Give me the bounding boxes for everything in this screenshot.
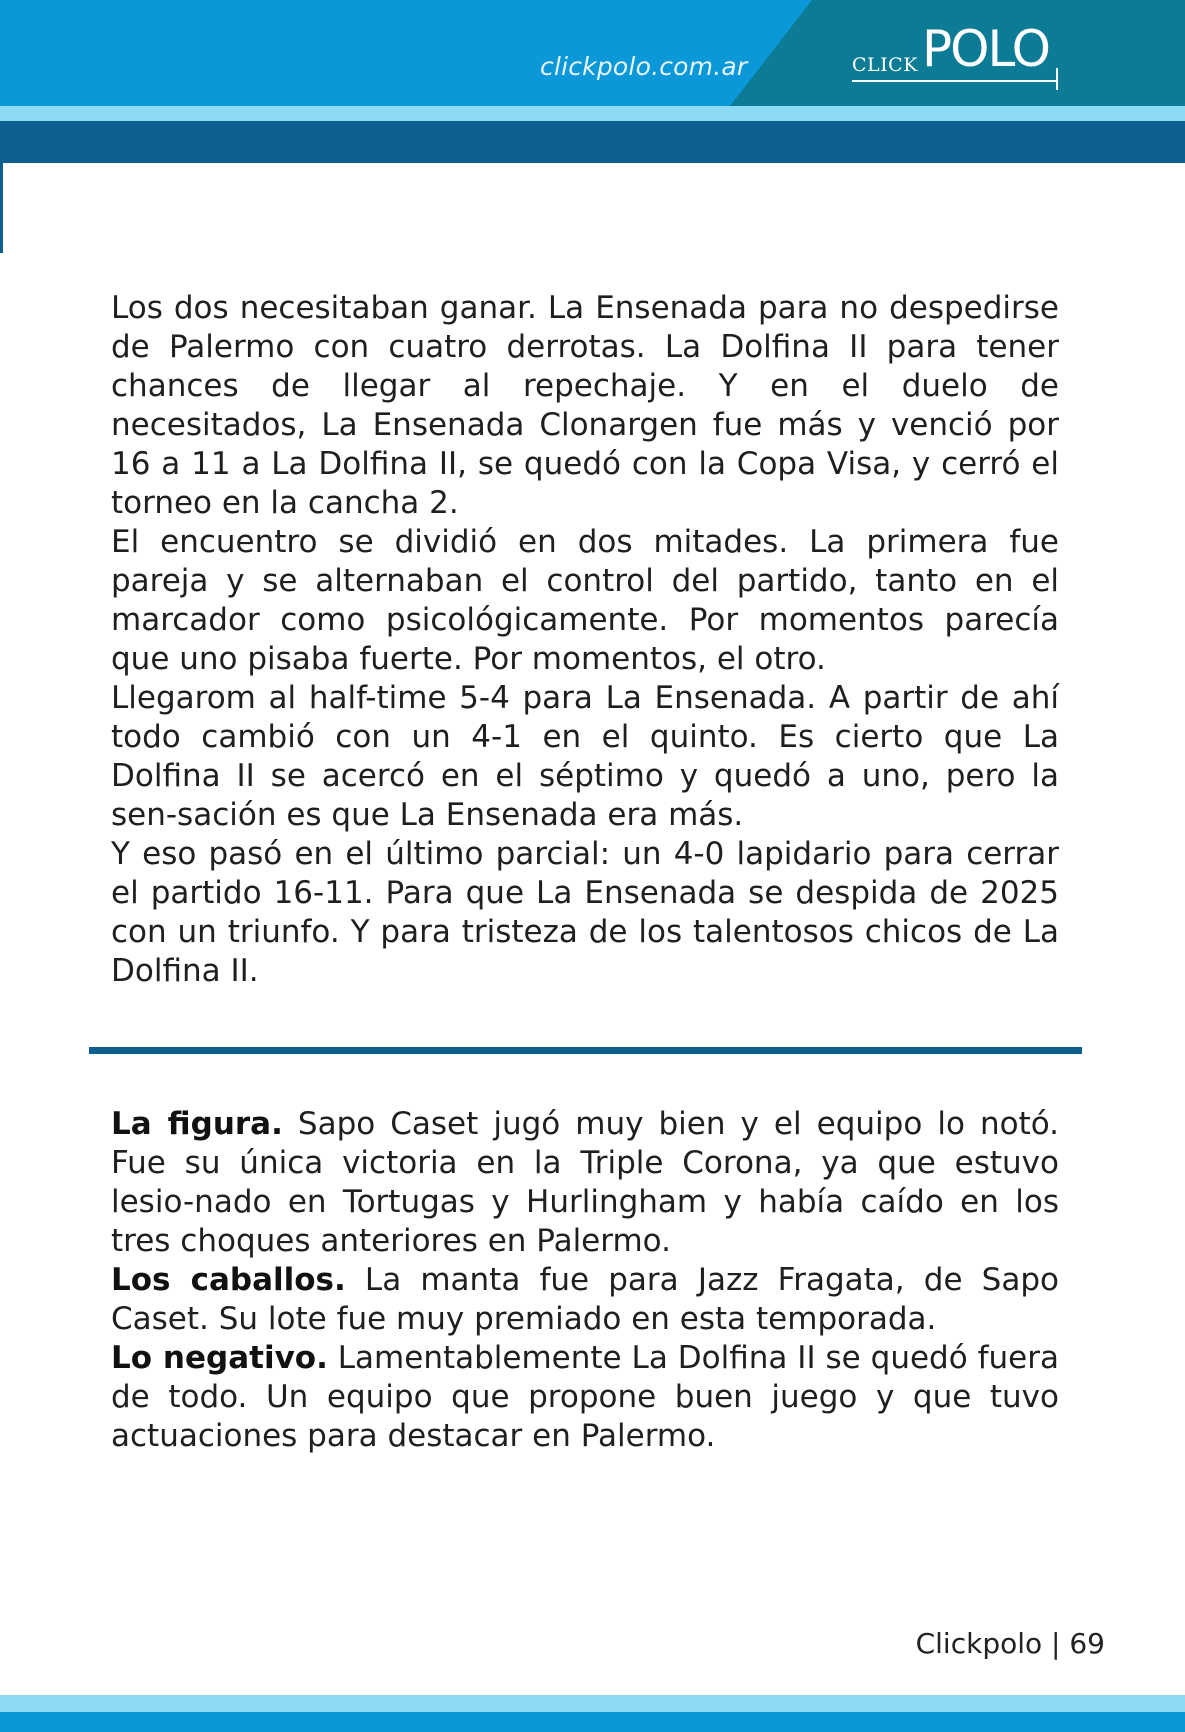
site-url[interactable]: clickpolo.com.ar (540, 52, 748, 81)
note-figura (111, 1105, 1059, 1261)
match-notes (111, 1105, 1059, 1456)
logo-underline (852, 80, 1057, 82)
logo-polo-text: POLO (922, 20, 1049, 78)
footer-blue-stripe (0, 1712, 1185, 1732)
page-number: Clickpolo | 69 (915, 1627, 1105, 1660)
article-body (111, 289, 1059, 991)
header-dark-stripe (0, 121, 1185, 163)
logo-tick (1056, 68, 1058, 90)
section-divider (89, 1047, 1082, 1054)
footer-light-stripe (0, 1695, 1185, 1712)
note-text: Lamentablemente La Dolfina II se quedó fuera de todo. Un equipo que propone buen juego y que tuvo actuaciones para destacar en Palermo. (111, 1340, 1059, 1454)
note-text: La manta fue para Jazz Fragata, de Sapo Caset. Su lote fue muy premiado en esta temporada. (111, 1262, 1060, 1337)
logo-click-text: CLICK (852, 54, 918, 76)
article-paragraph: Y eso pasó en el último parcial: un 4-0 lapidario para cerrar el partido 16-11. Para que La Ensenada se despida de 2025 con un triunfo. Y para tristeza de los talentosos chicos de La Dolfina II. (111, 836, 1059, 989)
header-light-stripe (0, 106, 1185, 121)
clickpolo-logo (852, 20, 1062, 94)
note-lead: La figura. (111, 1106, 283, 1142)
article-paragraph: Llegarom al half-time 5-4 para La Ensenada. A partir de ahí todo cambió con un 4-1 en el quinto. Es cierto que La Dolfina II se acercó en el séptimo y quedó a uno, pero la sen-sación es que La Ensenada era más. (111, 680, 1059, 833)
article-paragraph: Los dos necesitaban ganar. La Ensenada para no despedirse de Palermo con cuatro derrotas. La Dolfina II para tener chances de llegar al repechaje. Y en el duelo de necesitados, La Ensenada Clonargen fue más y venció por 16 a 11 a La Dolfina II, se quedó con la Copa Visa, y cerró el torneo en la cancha 2. (111, 290, 1059, 521)
left-edge-mark (0, 163, 3, 253)
note-text: Sapo Caset jugó muy bien y el equipo lo notó. Fue su única victoria en la Triple Corona, ya que estuvo lesio-nado en Tortugas y Hurlingham y había caído en los tres choques anteriores en Palermo. (111, 1106, 1059, 1259)
note-lead: Los caballos. (111, 1262, 346, 1298)
article-paragraph: El encuentro se dividió en dos mitades. La primera fue pareja y se alternaban el control del partido, tanto en el marcador como psicológicamente. Por momentos parecía que uno pisaba fuerte. Por momentos, el otro. (111, 524, 1059, 677)
note-lead: Lo negativo. (111, 1340, 328, 1376)
note-negativo (111, 1339, 1059, 1456)
note-caballos (111, 1261, 1059, 1339)
